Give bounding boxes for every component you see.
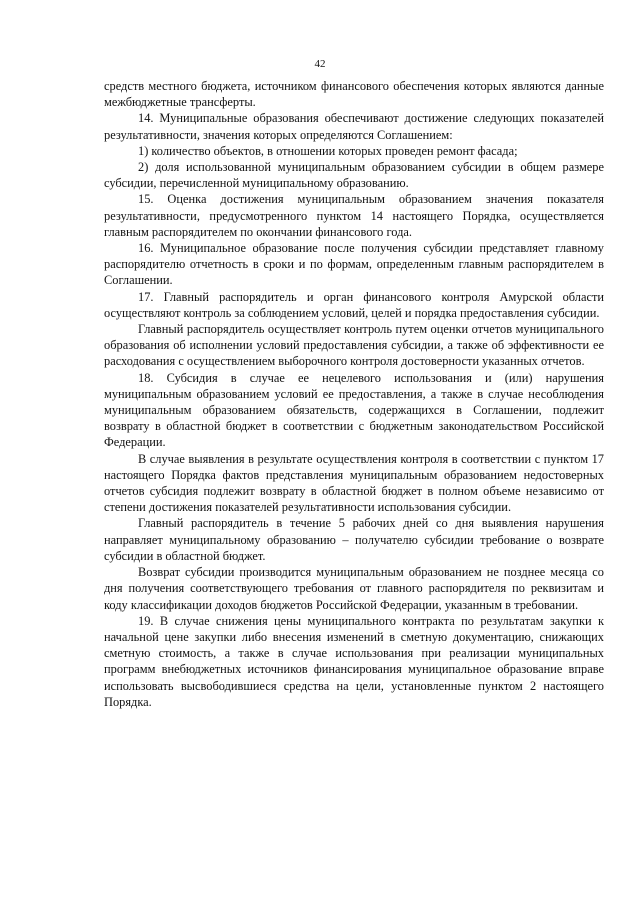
document-body [104,78,604,710]
paragraph: 15. Оценка достижения муниципальным образованием значения показателя результативности, предусмотренного пунктом 14 настоящего Порядка, осуществляется главным распорядителем по окончании финансового года. [104,192,604,239]
paragraph: средств местного бюджета, источником финансового обеспечения которых являются данные межбюджетные трансферты. [104,79,604,110]
paragraph: 16. Муниципальное образование после получения субсидии представляет главному распорядителю отчетность в сроки и по формам, определенным главным распорядителем в Соглашении. [104,241,604,288]
paragraph: Главный распорядитель в течение 5 рабочих дней со дня выявления нарушения направляет муниципальному образованию – получателю субсидии требование о возврате субсидии в областной бюджет. [104,516,604,563]
paragraph: 1) количество объектов, в отношении которых проведен ремонт фасада; [138,143,518,158]
paragraph: 17. Главный распорядитель и орган финансового контроля Амурской области осуществляют контроль за соблюдением условий, целей и порядка предоставления субсидии. [104,289,604,320]
paragraph: 19. В случае снижения цены муниципального контракта по результатам закупки к начальной цене закупки либо внесения изменений в сметную документацию, снижающих сметную стоимость, а также в случае использования при реализации муниципальных программ внебюджетных источников финансирования муниципальное образование вправе использовать высвободившиеся средства на цели, установленные пунктом 2 настоящего Порядка. [104,613,604,709]
paragraph: Главный распорядитель осуществляет контроль путем оценки отчетов муниципального образования об исполнении условий предоставления субсидии, а также об эффективности ее расходования с осуществлением выборочного контроля достоверности указанных отчетов. [104,322,604,369]
paragraph: 2) доля использованной муниципальным образованием субсидии в общем размере субсидии, перечисленной муниципальному образованию. [104,160,604,191]
paragraph: 14. Муниципальные образования обеспечивают достижение следующих показателей результативности, значения которых определяются Соглашением: [104,111,604,142]
page-number: 42 [314,58,326,70]
paragraph: В случае выявления в результате осуществления контроля в соответствии с пунктом 17 настоящего Порядка фактов представления муниципальным образованием недостоверных отчетов субсидия подлежит возврату в областной бюджет в полном объеме независимо от степени достижения показателей результативности использования субсидии. [104,451,604,515]
paragraph: 18. Субсидия в случае ее нецелевого использования и (или) нарушения муниципальным образованием условий ее предоставления, а также в случае несоблюдения муниципальным образованием обязательств, содержащихся в Соглашении, подлежит возврату в областной бюджет в соответствии с бюджетным законодательством Российской Федерации. [104,370,604,450]
paragraph: Возврат субсидии производится муниципальным образованием не позднее месяца со дня получения соответствующего требования от главного распорядителя по реквизитам и коду классификации доходов бюджетов Российской Федерации, указанным в требовании. [104,565,604,612]
